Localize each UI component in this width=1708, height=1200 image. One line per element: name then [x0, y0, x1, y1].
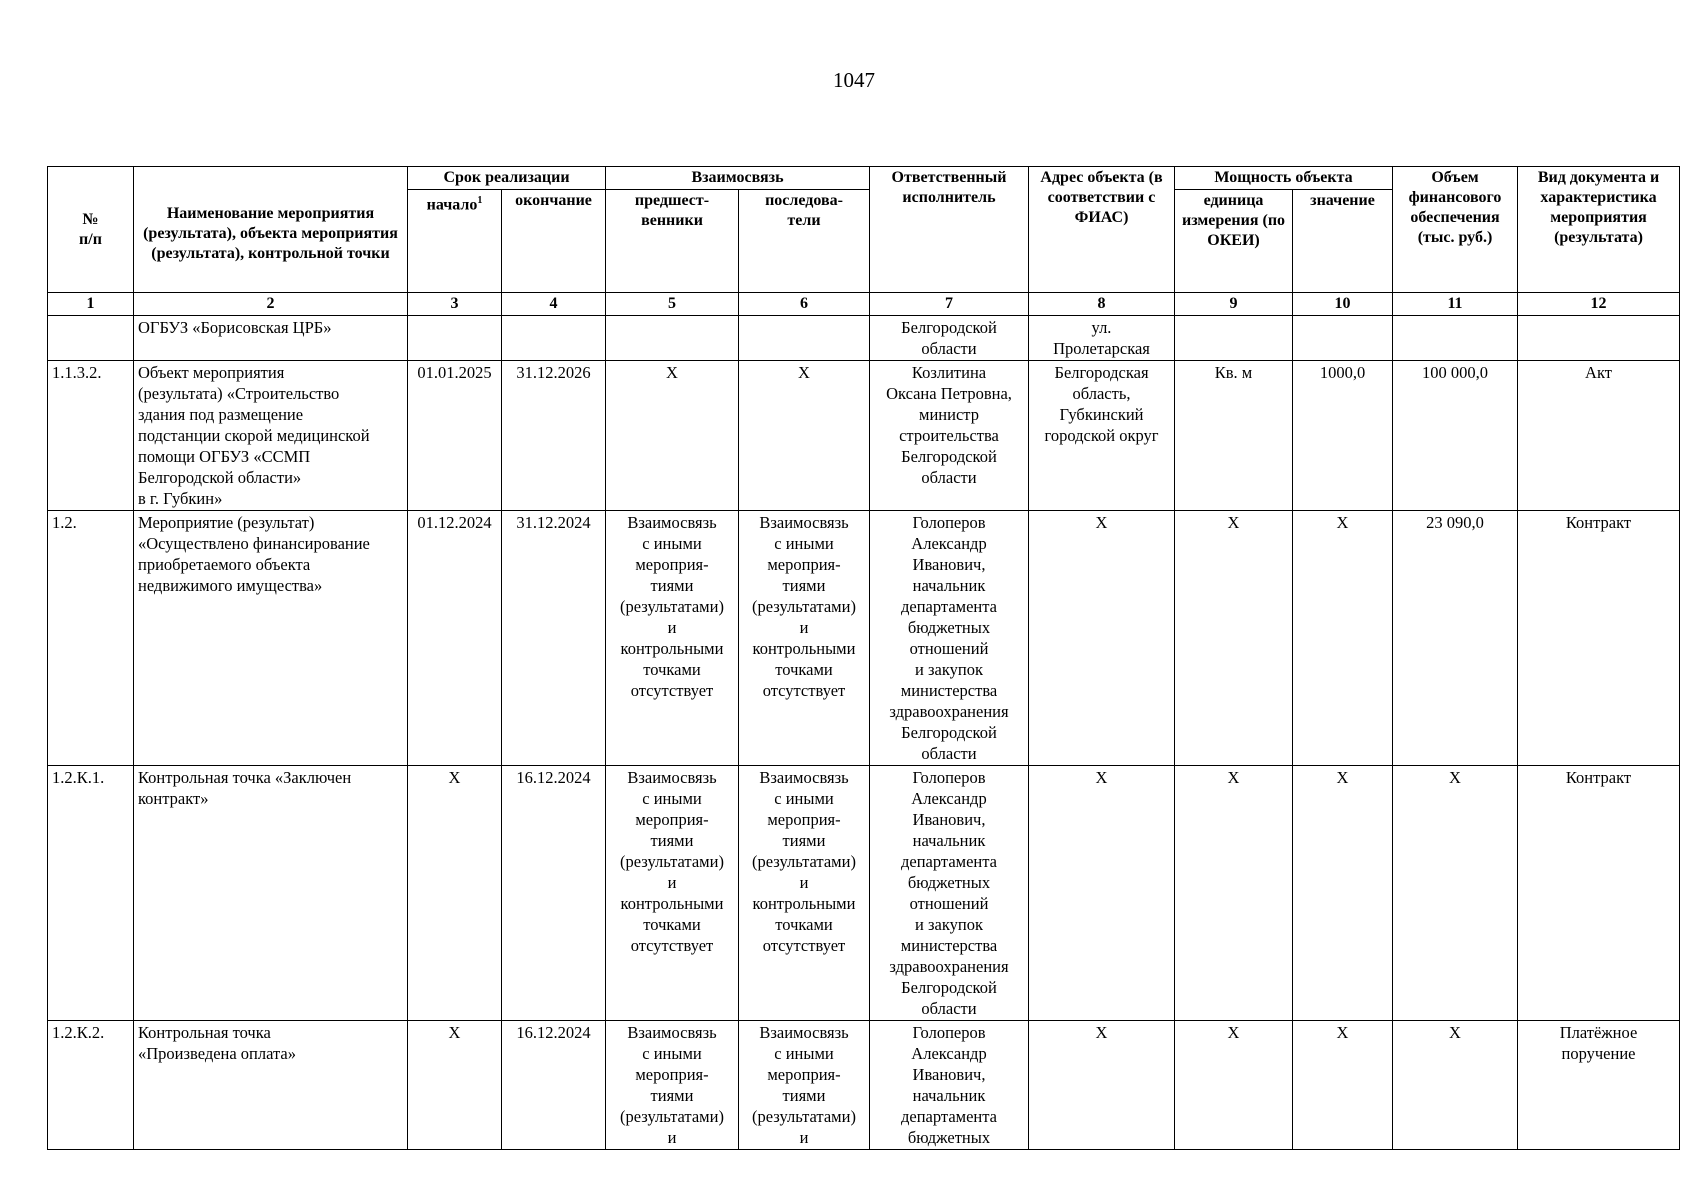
- column-number: 6: [739, 293, 870, 316]
- header-term-group: Срок реализации: [408, 167, 606, 190]
- row-address: X: [1029, 511, 1175, 766]
- header-value: значение: [1293, 190, 1393, 293]
- row-start-date: [408, 316, 502, 361]
- header-capacity-group: Мощность объекта: [1175, 167, 1393, 190]
- row-executor: Козлитина Оксана Петровна, министр строительства Белгородской области: [870, 361, 1029, 511]
- column-number: 3: [408, 293, 502, 316]
- row-start-date: 01.12.2024: [408, 511, 502, 766]
- header-term-start: начало$^1$: [408, 190, 502, 293]
- row-finance: X: [1393, 766, 1518, 1021]
- column-number: 9: [1175, 293, 1293, 316]
- row-start-date: X: [408, 1021, 502, 1150]
- row-unit: [1175, 316, 1293, 361]
- row-successors: Взаимосвязь с иными мероприя- тиями (результатами) и контрольными точками отсутствует: [739, 766, 870, 1021]
- header-relation-group: Взаимосвязь: [606, 167, 870, 190]
- row-address: ул. Пролетарская: [1029, 316, 1175, 361]
- row-number: 1.2.К.2.: [48, 1021, 134, 1150]
- table-row: [48, 316, 1680, 361]
- column-number: 10: [1293, 293, 1393, 316]
- row-unit: Кв. м: [1175, 361, 1293, 511]
- row-address: Белгородская область, Губкинский городской округ: [1029, 361, 1175, 511]
- header-successors: последова- тели: [739, 190, 870, 293]
- row-doc-type: Платёжное поручение: [1518, 1021, 1680, 1150]
- row-unit: X: [1175, 1021, 1293, 1150]
- row-successors: Взаимосвязь с иными мероприя- тиями (результатами) и: [739, 1021, 870, 1150]
- row-successors: [739, 316, 870, 361]
- table-row: [48, 766, 1680, 1021]
- row-name: ОГБУЗ «Борисовская ЦРБ»: [134, 316, 408, 361]
- row-name: Контрольная точка «Произведена оплата»: [134, 1021, 408, 1150]
- header-term-end: окончание: [502, 190, 606, 293]
- column-number: 5: [606, 293, 739, 316]
- row-number: 1.2.К.1.: [48, 766, 134, 1021]
- row-number: 1.2.: [48, 511, 134, 766]
- row-executor: Голоперов Александр Иванович, начальник департамента бюджетных: [870, 1021, 1029, 1150]
- row-predecessors: X: [606, 361, 739, 511]
- column-number: 4: [502, 293, 606, 316]
- header-name: Наименование мероприятия (результата), объекта мероприятия (результата), контрольной точки: [134, 167, 408, 293]
- row-finance: X: [1393, 1021, 1518, 1150]
- column-number: 11: [1393, 293, 1518, 316]
- row-end-date: 31.12.2026: [502, 361, 606, 511]
- row-start-date: 01.01.2025: [408, 361, 502, 511]
- header-predecessors: предшест- венники: [606, 190, 739, 293]
- row-executor: Голоперов Александр Иванович, начальник департамента бюджетных отношений и закупок министерства здравоохранения Белгородской области: [870, 511, 1029, 766]
- row-end-date: [502, 316, 606, 361]
- row-unit: X: [1175, 766, 1293, 1021]
- header-unit: единица измерения (по ОКЕИ): [1175, 190, 1293, 293]
- column-number: 12: [1518, 293, 1680, 316]
- row-address: X: [1029, 766, 1175, 1021]
- column-number: 7: [870, 293, 1029, 316]
- row-doc-type: [1518, 316, 1680, 361]
- row-predecessors: Взаимосвязь с иными мероприя- тиями (результатами) и: [606, 1021, 739, 1150]
- row-predecessors: Взаимосвязь с иными мероприя- тиями (результатами) и контрольными точками отсутствует: [606, 766, 739, 1021]
- measures-table: [47, 166, 1680, 1150]
- row-name: Контрольная точка «Заключен контракт»: [134, 766, 408, 1021]
- row-value: X: [1293, 766, 1393, 1021]
- row-value: X: [1293, 511, 1393, 766]
- row-address: X: [1029, 1021, 1175, 1150]
- row-predecessors: Взаимосвязь с иными мероприя- тиями (результатами) и контрольными точками отсутствует: [606, 511, 739, 766]
- row-executor: Голоперов Александр Иванович, начальник департамента бюджетных отношений и закупок министерства здравоохранения Белгородской области: [870, 766, 1029, 1021]
- row-finance: 100 000,0: [1393, 361, 1518, 511]
- row-doc-type: Акт: [1518, 361, 1680, 511]
- column-number: 1: [48, 293, 134, 316]
- row-name: Мероприятие (результат) «Осуществлено финансирование приобретаемого объекта недвижимого имущества»: [134, 511, 408, 766]
- row-end-date: 31.12.2024: [502, 511, 606, 766]
- row-successors: Взаимосвязь с иными мероприя- тиями (результатами) и контрольными точками отсутствует: [739, 511, 870, 766]
- row-start-date: X: [408, 766, 502, 1021]
- row-finance: 23 090,0: [1393, 511, 1518, 766]
- row-end-date: 16.12.2024: [502, 1021, 606, 1150]
- row-value: 1000,0: [1293, 361, 1393, 511]
- row-end-date: 16.12.2024: [502, 766, 606, 1021]
- row-doc-type: Контракт: [1518, 511, 1680, 766]
- table-row: [48, 361, 1680, 511]
- header-address: Адрес объекта (в соответствии с ФИАС): [1029, 167, 1175, 293]
- row-successors: X: [739, 361, 870, 511]
- column-number: 2: [134, 293, 408, 316]
- row-number: 1.1.3.2.: [48, 361, 134, 511]
- row-predecessors: [606, 316, 739, 361]
- row-finance: [1393, 316, 1518, 361]
- header-num: № п/п: [48, 167, 134, 293]
- row-unit: X: [1175, 511, 1293, 766]
- table-row: [48, 1021, 1680, 1150]
- footnote-mark: 1: [477, 195, 483, 206]
- row-executor: Белгородской области: [870, 316, 1029, 361]
- column-number: 8: [1029, 293, 1175, 316]
- row-number: [48, 316, 134, 361]
- header-finance: Объем финансового обеспечения (тыс. руб.): [1393, 167, 1518, 293]
- table-row: [48, 511, 1680, 766]
- row-name: Объект мероприятия (результата) «Строительство здания под размещение подстанции скорой медицинской помощи ОГБУЗ «ССМП Белгородской области» в г. Губкин»: [134, 361, 408, 511]
- header-executor: Ответственный исполнитель: [870, 167, 1029, 293]
- header-doc-type: Вид документа и характеристика мероприятия (результата): [1518, 167, 1680, 293]
- row-doc-type: Контракт: [1518, 766, 1680, 1021]
- page-number: 1047: [833, 68, 875, 92]
- row-value: [1293, 316, 1393, 361]
- row-value: X: [1293, 1021, 1393, 1150]
